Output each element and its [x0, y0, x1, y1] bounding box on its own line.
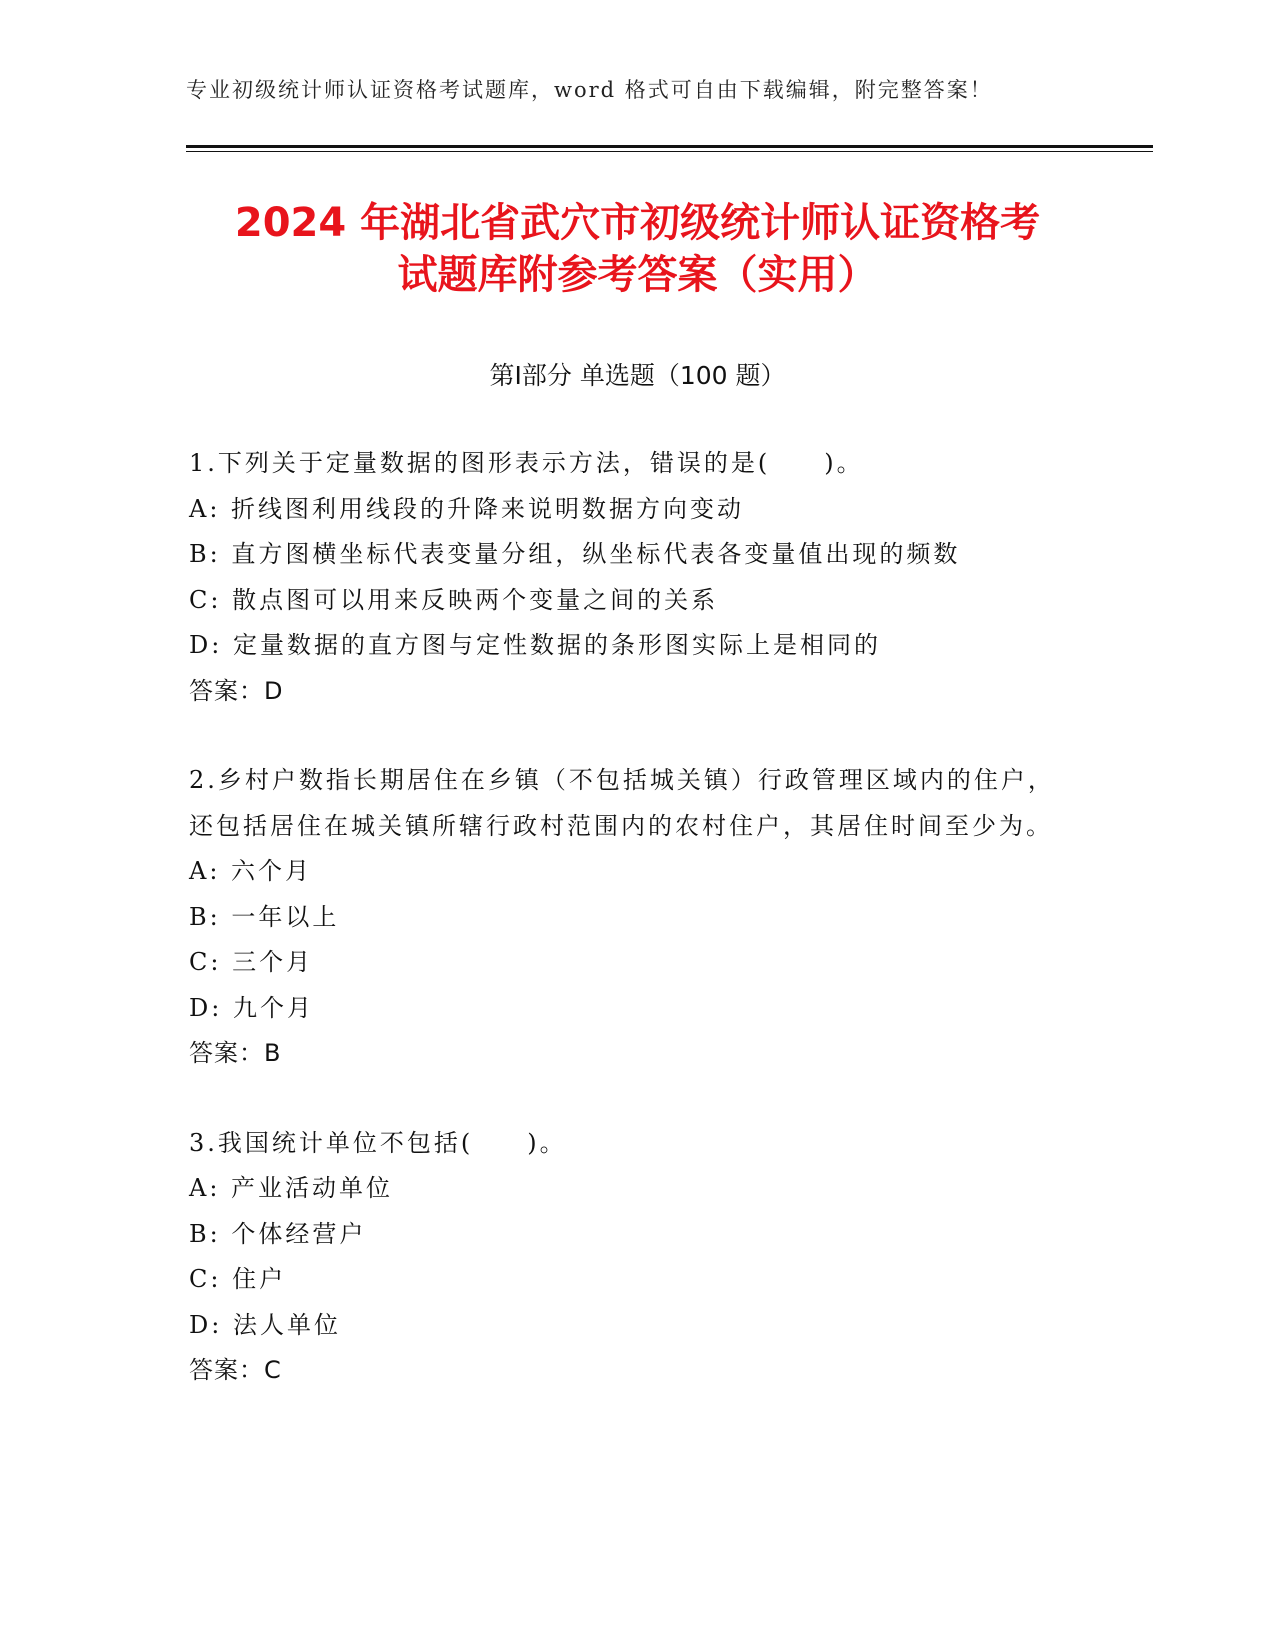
- option-d: D: 九个月: [189, 993, 314, 1022]
- document-title-line-2: 试题库附参考答案（实用）: [397, 252, 878, 298]
- question-list: [189, 441, 1069, 1438]
- option-d: D: 法人单位: [189, 1310, 341, 1339]
- option-c: C: 三个月: [189, 948, 314, 976]
- option-b: B: 直方图横坐标代表变量分组，纵坐标代表各变量值出现的频数: [189, 540, 961, 568]
- answer-key: 答案：D: [189, 676, 284, 705]
- option-a: A: 折线图利用线段的升降来说明数据方向变动: [189, 494, 745, 523]
- answer-key: 答案：C: [189, 1356, 282, 1384]
- option-d: D: 定量数据的直方图与定性数据的条形图实际上是相同的: [189, 631, 881, 659]
- option-a: A: 产业活动单位: [189, 1174, 394, 1202]
- option-c: C: 散点图可以用来反映两个变量之间的关系: [189, 585, 719, 614]
- header-divider-thick: [186, 145, 1153, 148]
- option-b: B: 个体经营户: [189, 1219, 367, 1248]
- question-3: [189, 1121, 1069, 1394]
- question-stem: 2.乡村户数指长期居住在乡镇（不包括城关镇）行政管理区域内的住户，还包括居住在城关镇所辖行政村范围内的农村住户，其居住时间至少为。: [189, 766, 1055, 840]
- option-b: B: 一年以上: [189, 902, 340, 931]
- document-title-line-1: 2024 年湖北省武穴市初级统计师认证资格考: [234, 200, 1041, 246]
- answer-key: 答案：B: [189, 1039, 282, 1067]
- question-1: [189, 441, 1069, 714]
- option-a: A: 六个月: [189, 857, 313, 885]
- section-heading: 第Ⅰ部分 单选题（100 题）: [489, 361, 786, 390]
- question-2: [189, 758, 1069, 1077]
- document-title: [186, 197, 1089, 301]
- question-stem: 1.下列关于定量数据的图形表示方法，错误的是( )。: [189, 449, 864, 477]
- question-stem: 3.我国统计单位不包括( )。: [189, 1128, 567, 1157]
- header-note: 专业初级统计师认证资格考试题库，word 格式可自由下载编辑，附完整答案！: [186, 78, 993, 102]
- option-c: C: 住户: [189, 1265, 287, 1293]
- header-divider-thin: [186, 151, 1153, 152]
